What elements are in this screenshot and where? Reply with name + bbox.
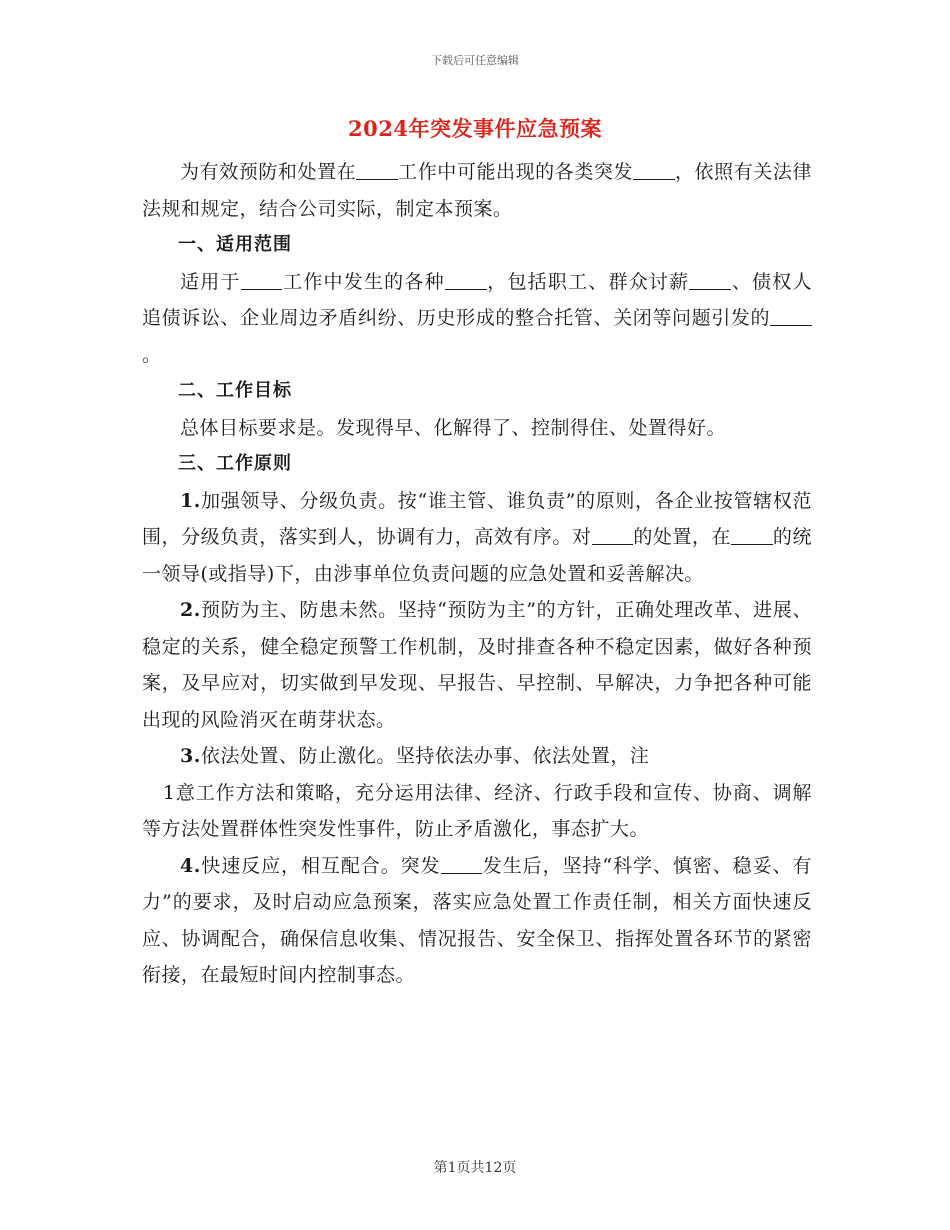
document-body (142, 154, 812, 994)
item1-text-1: 加强领导、分级负责。按“谁主管、谁负责”的原则，各企业按管辖权范围，分级负责，落实到人，协调有力，高效有序。对 (142, 489, 812, 548)
page-footer: 第1页共12页 (433, 1160, 517, 1176)
blank-field (241, 270, 283, 290)
intro-text-2: 工作中可能出现的各类突发 (398, 161, 634, 183)
scope-text-4: 、债权人追债诉讼、企业周边矛盾纠纷、历史形成的整合托管、关闭等问题引发的 (142, 270, 812, 329)
principle-item-1 (142, 483, 812, 593)
principle-item-3 (142, 738, 812, 775)
section-heading-principles: 三、工作原则 (178, 453, 292, 474)
section-heading-scope: 一、适用范围 (178, 234, 292, 255)
intro-paragraph (142, 154, 812, 227)
section-heading-goals: 二、工作目标 (178, 380, 292, 401)
document-title: 2024年突发事件应急预案 (348, 116, 602, 141)
item-number: 4. (180, 854, 201, 877)
item1-text-2: 的处置，在 (633, 526, 732, 548)
scope-text-2: 工作中发生的各种 (282, 270, 445, 293)
item-number: 3. (180, 745, 201, 767)
blank-field (689, 270, 731, 290)
blank-field (445, 270, 487, 290)
item-number: 1. (180, 489, 201, 512)
header-note: 下载后可任意编辑 (431, 54, 519, 67)
item4-text-1: 快速反应，相互配合。突发 (200, 854, 441, 877)
item1-text-3: 的统一领导(或指导)下，由涉事单位负责问题的应急处置和妥善解决。 (142, 526, 812, 585)
blank-field (356, 160, 398, 180)
goals-paragraph: 总体目标要求是。发现得早、化解得了、控制得住、处置得好。 (180, 416, 727, 439)
scope-text-3: ，包括职工、群众讨薪 (486, 270, 690, 293)
item3-text: 依法处置、防止激化。坚持依法办事、依法处置，注 (200, 745, 650, 767)
scope-text-1: 适用于 (180, 270, 241, 293)
intro-text-1: 为有效预防和处置在 (180, 161, 357, 183)
item2-text: 预防为主、防患未然。坚持“预防为主”的方针，正确处理改革、进展、稳定的关系，健全稳定预警工作机制，及时排查各种不稳定因素，做好各种预案，及早应对，切实做到早发现、早报告、早控制、早解决，力争把各种可能出现的风险消灭在萌芽状态。 (142, 599, 812, 731)
principle-item-2 (142, 592, 812, 738)
intro-text-3: ，依照有关法律法规和规定，结合公司实际，制定本预案。 (142, 161, 812, 220)
scope-text-5: 。 (142, 343, 162, 366)
principle-item-4 (142, 848, 812, 994)
blank-field (770, 306, 812, 326)
blank-field (441, 854, 483, 874)
blank-field (592, 525, 634, 545)
blank-field (633, 160, 675, 180)
principle-item-3-continued: 1意工作方法和策略，充分运用法律、经济、行政手段和宣传、协商、调解等方法处置群体性突发性事件，防止矛盾激化，事态扩大。 (142, 781, 812, 840)
item4-text-2: 发生后，坚持“科学、慎密、稳妥、有力”的要求，及时启动应急预案，落实应急处置工作责任制，相关方面快速反应、协调配合，确保信息收集、情况报告、安全保卫、指挥处置各环节的紧密衔接，在最短时间内控制事态。 (142, 854, 812, 986)
scope-paragraph (142, 264, 812, 374)
blank-field (731, 525, 773, 545)
item-number: 2. (180, 599, 201, 621)
